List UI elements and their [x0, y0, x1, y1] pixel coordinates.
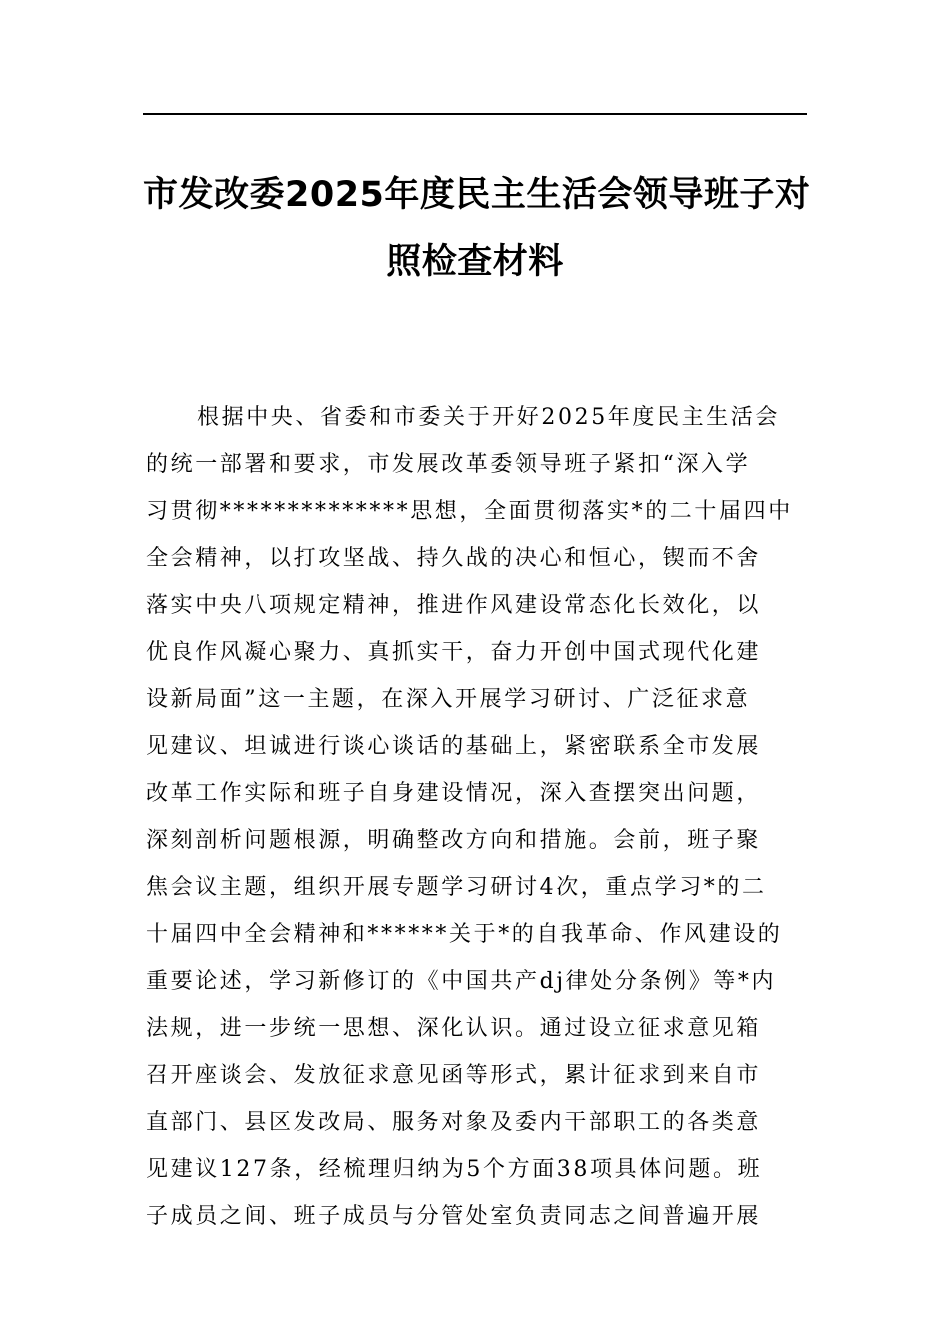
body-line: 深刻剖析问题根源，明确整改方向和措施。会前，班子聚 [146, 828, 762, 853]
body-line: 十届四中全会精神和******关于*的自我革命、作风建设的 [146, 922, 783, 947]
header-rule [143, 113, 807, 115]
body-line: 见建议、坦诚进行谈心谈话的基础上，紧密联系全市发展 [146, 734, 762, 759]
body-paragraph [146, 394, 810, 1240]
body-line: 法规，进一步统一思想、深化认识。通过设立征求意见箱 [146, 1016, 762, 1041]
title-line-2: 照检查材料 [386, 242, 564, 282]
body-line: 习贯彻**************思想，全面贯彻落实*的二十届四中 [146, 499, 793, 524]
body-line: 落实中央八项规定精神，推进作风建设常态化长效化，以 [146, 593, 762, 618]
body-line: 子成员之间、班子成员与分管处室负责同志之间普遍开展 [146, 1204, 762, 1229]
body-line: 见建议127条，经梳理归纳为5个方面38项具体问题。班 [146, 1157, 763, 1182]
title-line-1: 市发改委2025年度民主生活会领导班子对 [143, 175, 811, 215]
body-line: 直部门、县区发改局、服务对象及委内干部职工的各类意 [146, 1110, 762, 1135]
body-line: 重要论述，学习新修订的《中国共产dj律处分条例》等*内 [146, 969, 777, 994]
document-title [143, 162, 811, 296]
body-line: 焦会议主题，组织开展专题学习研讨4次，重点学习*的二 [146, 875, 767, 900]
body-line: 改革工作实际和班子自身建设情况，深入查摆突出问题， [146, 781, 762, 806]
body-line: 的统一部署和要求，市发展改革委领导班子紧扣“深入学 [146, 452, 751, 477]
body-line: 根据中央、省委和市委关于开好2025年度民主生活会 [197, 405, 780, 430]
body-line: 召开座谈会、发放征求意见函等形式，累计征求到来自市 [146, 1063, 762, 1088]
body-line: 全会精神，以打攻坚战、持久战的决心和恒心，锲而不舍 [146, 546, 762, 571]
body-line: 优良作风凝心聚力、真抓实干，奋力开创中国式现代化建 [146, 640, 762, 665]
body-line: 设新局面”这一主题，在深入开展学习研讨、广泛征求意 [146, 687, 751, 712]
